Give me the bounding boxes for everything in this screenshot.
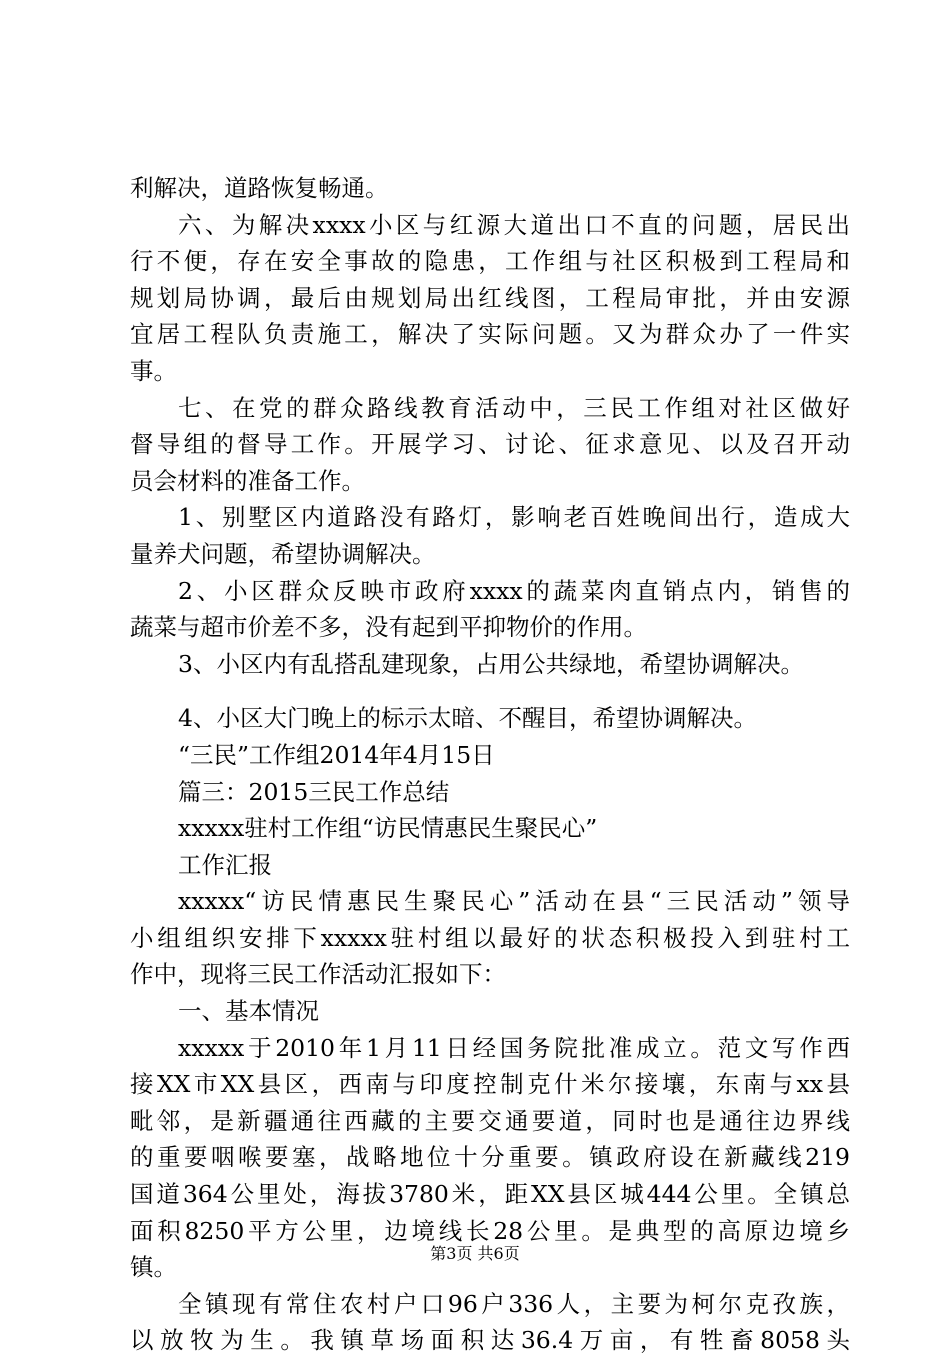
- text-line: 六、为解决xxxx小区与红源大道出口不直的问题，居民出: [178, 210, 850, 239]
- report-title: xxxxx驻村工作组“访民情惠民生聚民心”: [178, 814, 598, 843]
- text-line: xxxxx于2010年1月11日经国务院批准成立。范文写作西: [178, 1033, 850, 1062]
- text-line: 4、小区大门晚上的标示太暗、不醒目，希望协调解决。: [178, 704, 757, 733]
- text-line: 员会材料的准备工作。: [130, 466, 365, 495]
- signature-line: “三民”工作组2014年4月15日: [178, 740, 495, 769]
- text-line: 以放牧为生。我镇草场面积达36.4万亩，有牲畜8058头: [130, 1326, 850, 1355]
- document-body: [130, 170, 850, 1359]
- page-number-footer: 第3页 共6页: [430, 1244, 520, 1263]
- text-line: 事。: [130, 356, 177, 385]
- text-line: 蔬菜与超市价差不多，没有起到平抑物价的作用。: [130, 613, 647, 642]
- text-line: 2、小区群众反映市政府xxxx的蔬菜肉直销点内，销售的: [178, 576, 850, 605]
- report-subtitle: 工作汇报: [178, 850, 272, 879]
- text-line: 国道364公里处，海拔3780米，距XX县区城444公里。全镇总: [130, 1180, 850, 1209]
- text-line: 毗邻，是新疆通往西藏的主要交通要道，同时也是通往边界线: [130, 1106, 850, 1135]
- text-line: xxxxx“访民情惠民生聚民心”活动在县“三民活动”领导: [178, 887, 850, 916]
- section-title: 篇三：2015三民工作总结: [178, 777, 450, 806]
- text-line: 3、小区内有乱搭乱建现象，占用公共绿地，希望协调解决。: [178, 649, 804, 678]
- text-line: 利解决，道路恢复畅通。: [130, 174, 389, 202]
- text-line: 的重要咽喉要塞，战略地位十分重要。镇政府设在新藏线219: [130, 1143, 850, 1172]
- text-line: 全镇现有常住农村户口96户336人，主要为柯尔克孜族，: [178, 1289, 850, 1318]
- text-line: 面积8250平方公里，边境线长28公里。是典型的高原边境乡: [130, 1216, 850, 1245]
- text-line: 接XX市XX县区，西南与印度控制克什米尔接壤，东南与xx县: [130, 1070, 850, 1099]
- paragraph-gap: [130, 682, 850, 700]
- text-line: 1、别墅区内道路没有路灯，影响老百姓晚间出行，造成大: [178, 503, 850, 532]
- text-line: 行不便，存在安全事故的隐患，工作组与社区积极到工程局和: [130, 247, 850, 276]
- text-line: 规划局协调，最后由规划局出红线图，工程局审批，并由安源: [130, 283, 850, 312]
- text-line: 作中，现将三民工作活动汇报如下：: [130, 960, 506, 989]
- text-line: 宜居工程队负责施工，解决了实际问题。又为群众办了一件实: [130, 320, 850, 349]
- text-line: 小组组织安排下xxxxx驻村组以最好的状态积极投入到驻村工: [130, 923, 850, 952]
- section-heading: 一、基本情况: [178, 997, 319, 1026]
- text-line: 量养犬问题，希望协调解决。: [130, 539, 436, 568]
- text-line: 督导组的督导工作。开展学习、讨论、征求意见、以及召开动: [130, 430, 850, 459]
- text-line: 七、在党的群众路线教育活动中，三民工作组对社区做好: [178, 393, 850, 422]
- text-line: 镇。: [130, 1253, 177, 1282]
